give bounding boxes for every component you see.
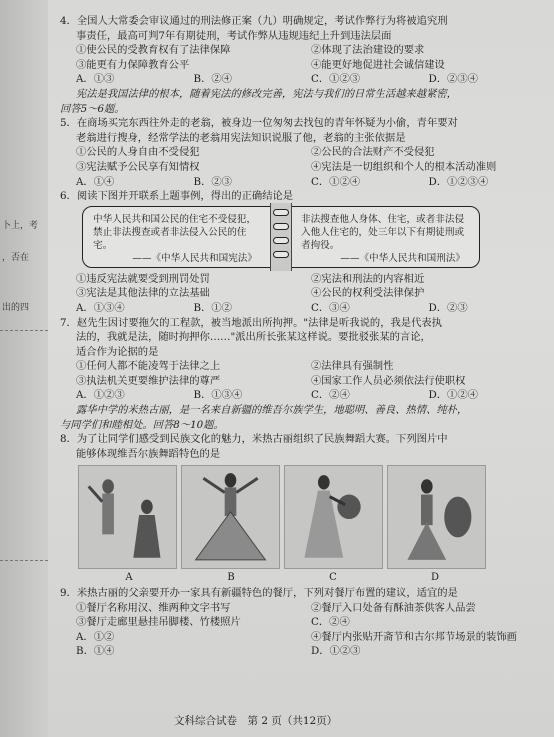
dance-images (78, 465, 486, 569)
question-stem: 6．阅读下图并开联系上题事例，得出的正确结论是 (60, 190, 294, 203)
fold-line (0, 560, 48, 562)
question-stem: 4．全国人大常委会审议通过的刑法修正案（九）明确规定，考试作弊行为将被追究刑 (60, 15, 448, 27)
fold-line (0, 330, 48, 332)
question-content (60, 14, 546, 659)
question-stem: 法的，我就是法，随时拘押你……"派出所长张某这样说。要批驳张某的言论， (76, 331, 431, 344)
section-intro: 与同学们和睦相处。回答8～10题。 (60, 418, 224, 431)
option-statement: ③能更有力保障教育公平 (76, 58, 190, 71)
answer-choice-b: B．①③④ (193, 389, 243, 402)
binding-margin (0, 0, 48, 737)
quote-text: 中华人民共和国公民的住宅不受侵犯，禁止非法搜查或者非法侵入公民的住宅。 (93, 213, 257, 251)
option-statement: ①使公民的受教育权有了法律保障 (76, 44, 231, 57)
dance-image-a (78, 465, 177, 569)
option-statement: ②体现了法治建设的要求 (311, 44, 425, 57)
answer-choice-d: D．①②③④ (428, 175, 489, 188)
question-8 (60, 432, 546, 586)
option-statement: ①公民的人身自由不受侵犯 (76, 146, 200, 159)
question-stem: 适合作为论据的是 (76, 345, 159, 358)
option-statement: ④公民的权利受法律保护 (311, 287, 425, 300)
margin-text-fragment: ，否在 (2, 253, 30, 263)
answer-choice-a: A．①④ (76, 175, 115, 188)
answer-choice-b: B．②④ (193, 73, 232, 86)
quote-source: ——《中华人民共和国宪法》 (132, 252, 257, 264)
option-statement: ②宪法和刑法的内容相近 (311, 272, 425, 285)
image-label: A (125, 572, 133, 584)
option-statement: ②餐厅入口处备有酥油茶供客人品尝 (311, 601, 476, 614)
quote-source: ——《中华人民共和国刑法》 (340, 252, 465, 264)
page-footer: 文科综合试卷 第 2 页（共12页） (174, 715, 338, 727)
image-label: D (430, 572, 440, 584)
question-stem: 能够体现维吾尔族舞蹈特色的是 (76, 447, 221, 460)
option-statement: ③宪法是其他法律的立法基础 (76, 287, 210, 300)
answer-choice-b: B．①④ (76, 645, 115, 658)
option-statement: ④国家工作人员必须依法行使职权 (311, 374, 466, 387)
option-statement: ④餐厅内张贴开斋节和古尔邦节场景的装饰画 (311, 630, 517, 643)
option-statement: ④宪法是一切组织和个人的根本活动准则 (311, 160, 497, 173)
dance-image-d (387, 465, 486, 569)
margin-text-fragment: 出的四 (2, 303, 30, 313)
constitution-quote (93, 213, 261, 265)
option-statement: ④能更好地促进社会诚信建设 (311, 58, 445, 71)
option-statement: ②法律具有强制性 (311, 360, 394, 373)
margin-text-fragment: 卜上，考 (2, 221, 39, 231)
answer-choice-d: D．①②③ (311, 645, 361, 658)
section-intro: 宪法是我国法律的根本，随着宪法的修改完善，宪法与我们的日常生活越来越紧密， (76, 87, 457, 100)
dance-image-c (284, 465, 383, 569)
question-stem: 5．在商场买完东西往外走的老翁，被身边一位匆匆去找包的青年怀疑为小偷，青年要对 (60, 117, 458, 130)
section-intro: 回答5～6题。 (60, 102, 125, 115)
question-stem: 老翁进行搜身，经常学法的老翁用宪法知识说服了他，老翁的主张依据是 (76, 131, 406, 144)
image-label: C (329, 572, 337, 584)
option-statement: ③餐厅走廊里悬挂吊脚楼、竹楼照片 (76, 616, 241, 629)
section-intro: 露华中学的米热古丽，是一名来自新疆的维吾尔族学生，地聪明、善良、热情、纯朴， (76, 404, 468, 417)
book-spine (270, 203, 292, 271)
criminal-law-quote (301, 213, 469, 265)
answer-choice-a: A．①③ (76, 73, 115, 86)
question-stem: 事责任，最高可判7年有期徒刑，考试作弊从违规违纪上升到违法层面 (76, 29, 392, 42)
binding-ring-icon (273, 209, 289, 216)
dance-image-b (181, 465, 280, 569)
answer-choice-c: C．②④ (311, 616, 350, 629)
question-stem: 7．赵先生因讨要拖欠的工程款，被当地派出所拘押。"法律是听我说的，我是代表执 (60, 316, 442, 329)
answer-choice-b: B．①② (193, 301, 232, 314)
question-7 (60, 316, 546, 404)
option-statement: ②公民的合法财产不受侵犯 (311, 146, 435, 159)
image-labels (78, 571, 486, 586)
binding-ring-icon (273, 251, 289, 258)
answer-choice-c: C．②④ (311, 389, 350, 402)
option-statement: ①餐厅名称用汉、维两种文字书写 (76, 601, 231, 614)
question-stem: 9．米热古丽的父亲要开办一家具有新疆特色的餐厅，下列对餐厅布置的建议，适宜的是 (60, 587, 458, 600)
answer-choice-a: A．①③④ (76, 301, 125, 314)
law-quote-book (82, 206, 480, 268)
image-label: B (227, 572, 235, 584)
question-5 (60, 116, 546, 189)
option-statement: ①任何人都不能凌驾于法律之上 (76, 360, 221, 373)
question-6 (60, 189, 546, 315)
quote-text: 非法搜查他人身体、住宅，或者非法侵入他人住宅的，处三年以下有期徒刑或者拘役。 (301, 213, 465, 251)
binding-ring-icon (273, 223, 289, 230)
answer-choice-b: B．②③ (193, 175, 232, 188)
option-statement: ①违反宪法就要受到刑罚处罚 (76, 272, 210, 285)
question-4 (60, 14, 546, 87)
answer-choice-d: D．①②④ (428, 389, 478, 402)
answer-choice-c: C．①②④ (311, 175, 361, 188)
answer-choice-c: C．①②③ (311, 73, 361, 86)
option-statement: ③宪法赋予公民享有知情权 (76, 160, 200, 173)
question-stem: 8．为了让同学们感受到民族文化的魅力，米热古丽组织了民族舞蹈大赛。下列图片中 (60, 433, 448, 446)
answer-choice-d: D．②③ (428, 301, 468, 314)
binding-ring-icon (273, 237, 289, 244)
option-statement: ③执法机关更要维护法律的尊严 (76, 374, 221, 387)
answer-choice-d: D．②③④ (428, 73, 478, 86)
question-9 (60, 586, 546, 659)
answer-choice-c: C．③④ (311, 301, 350, 314)
answer-choice-a: A．①②③ (76, 389, 125, 402)
answer-choice-a: A．①② (76, 630, 115, 643)
